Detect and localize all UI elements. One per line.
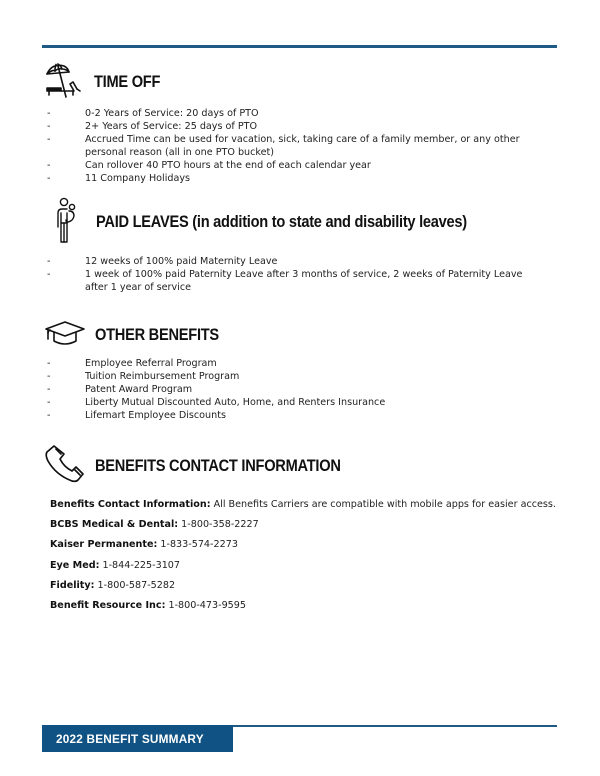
bullet-dash: -	[47, 172, 51, 184]
graduation-cap-icon	[44, 320, 86, 350]
contact-row	[50, 559, 570, 572]
contact-phone: 1-800-587-5282	[97, 579, 176, 591]
bullet-dash: -	[47, 133, 51, 145]
list-item: - Employee Referral Program	[47, 358, 217, 369]
contact-row	[50, 518, 570, 531]
contact-row	[50, 498, 570, 511]
footer-label: 2022 BENEFIT SUMMARY	[56, 731, 204, 746]
bullet-dash: -	[47, 370, 51, 382]
contact-phone: 1-833-574-2273	[160, 539, 238, 551]
bullet-dash: -	[47, 358, 51, 369]
bullet-dash: -	[47, 383, 51, 395]
contact-phone: 1-844-225-3107	[102, 559, 181, 571]
bullet-dash: -	[47, 120, 51, 132]
list-item: - Lifemart Employee Discounts	[47, 409, 226, 421]
list-item: - Tuition Reimbursement Program	[47, 370, 240, 382]
section-title-contact: BENEFITS CONTACT INFORMATION	[95, 456, 341, 475]
contact-phone: 1-800-473-9595	[168, 599, 246, 611]
beach-umbrella-lounge-chair-icon	[44, 60, 84, 104]
bullet-dash: -	[47, 159, 51, 171]
contact-label: Fidelity:	[50, 579, 95, 591]
bullet-dash: -	[47, 256, 51, 267]
contact-row	[50, 538, 570, 551]
bullet-dash: -	[47, 268, 51, 280]
contact-label: Benefits Contact Information:	[50, 499, 211, 510]
footer-badge	[42, 725, 233, 752]
section-contact-header	[44, 443, 381, 489]
list-item: - 0-2 Years of Service: 20 days of PTO	[47, 108, 259, 119]
contact-label: Eye Med:	[50, 559, 100, 571]
top-divider	[42, 45, 557, 48]
bottom-divider	[232, 725, 557, 727]
bullet-dash: -	[47, 409, 51, 421]
list-item: - Liberty Mutual Discounted Auto, Home, and Renters Insurance	[47, 396, 386, 408]
contact-label: BCBS Medical & Dental:	[50, 519, 179, 531]
bullet-dash: -	[47, 108, 51, 119]
time-off-list	[0, 108, 600, 185]
list-item: - 12 weeks of 100% paid Maternity Leave	[47, 256, 278, 267]
contact-label: Benefit Resource Inc:	[50, 599, 166, 611]
list-item: - 1 week of 100% paid Paternity Leave after 3 months of service, 2 weeks of Paternity Leave after 1 year of service	[47, 268, 523, 293]
other-benefits-list	[0, 358, 600, 423]
contact-value: All Benefits Carriers are compatible with mobile apps for easier access.	[213, 499, 556, 510]
section-time-off-header	[44, 60, 171, 104]
paid-leaves-list	[0, 256, 600, 295]
contact-row	[50, 579, 570, 592]
contact-phone: 1-800-358-2227	[181, 519, 259, 531]
section-other-benefits-header	[44, 320, 239, 350]
contact-label: Kaiser Permanente:	[50, 539, 158, 551]
section-title-time-off: TIME OFF	[94, 72, 161, 91]
section-title-paid-leaves: PAID LEAVES (in addition to state and disability leaves)	[96, 212, 467, 231]
list-item: - Accrued Time can be used for vacation, sick, taking care of a family member, or any other personal reason (all in one PTO bucket)	[47, 133, 520, 158]
bullet-dash: -	[47, 396, 51, 408]
contact-info-list	[50, 498, 570, 619]
phone-handset-icon	[44, 443, 86, 489]
parent-with-child-icon	[54, 197, 78, 247]
list-item: - Can rollover 40 PTO hours at the end of each calendar year	[47, 159, 371, 171]
list-item: - Patent Award Program	[47, 383, 193, 395]
list-item: - 2+ Years of Service: 25 days of PTO	[47, 120, 258, 132]
list-item: - 11 Company Holidays	[47, 172, 191, 184]
section-title-other-benefits: OTHER BENEFITS	[95, 325, 219, 344]
section-paid-leaves-header	[54, 197, 527, 247]
contact-row	[50, 599, 570, 612]
